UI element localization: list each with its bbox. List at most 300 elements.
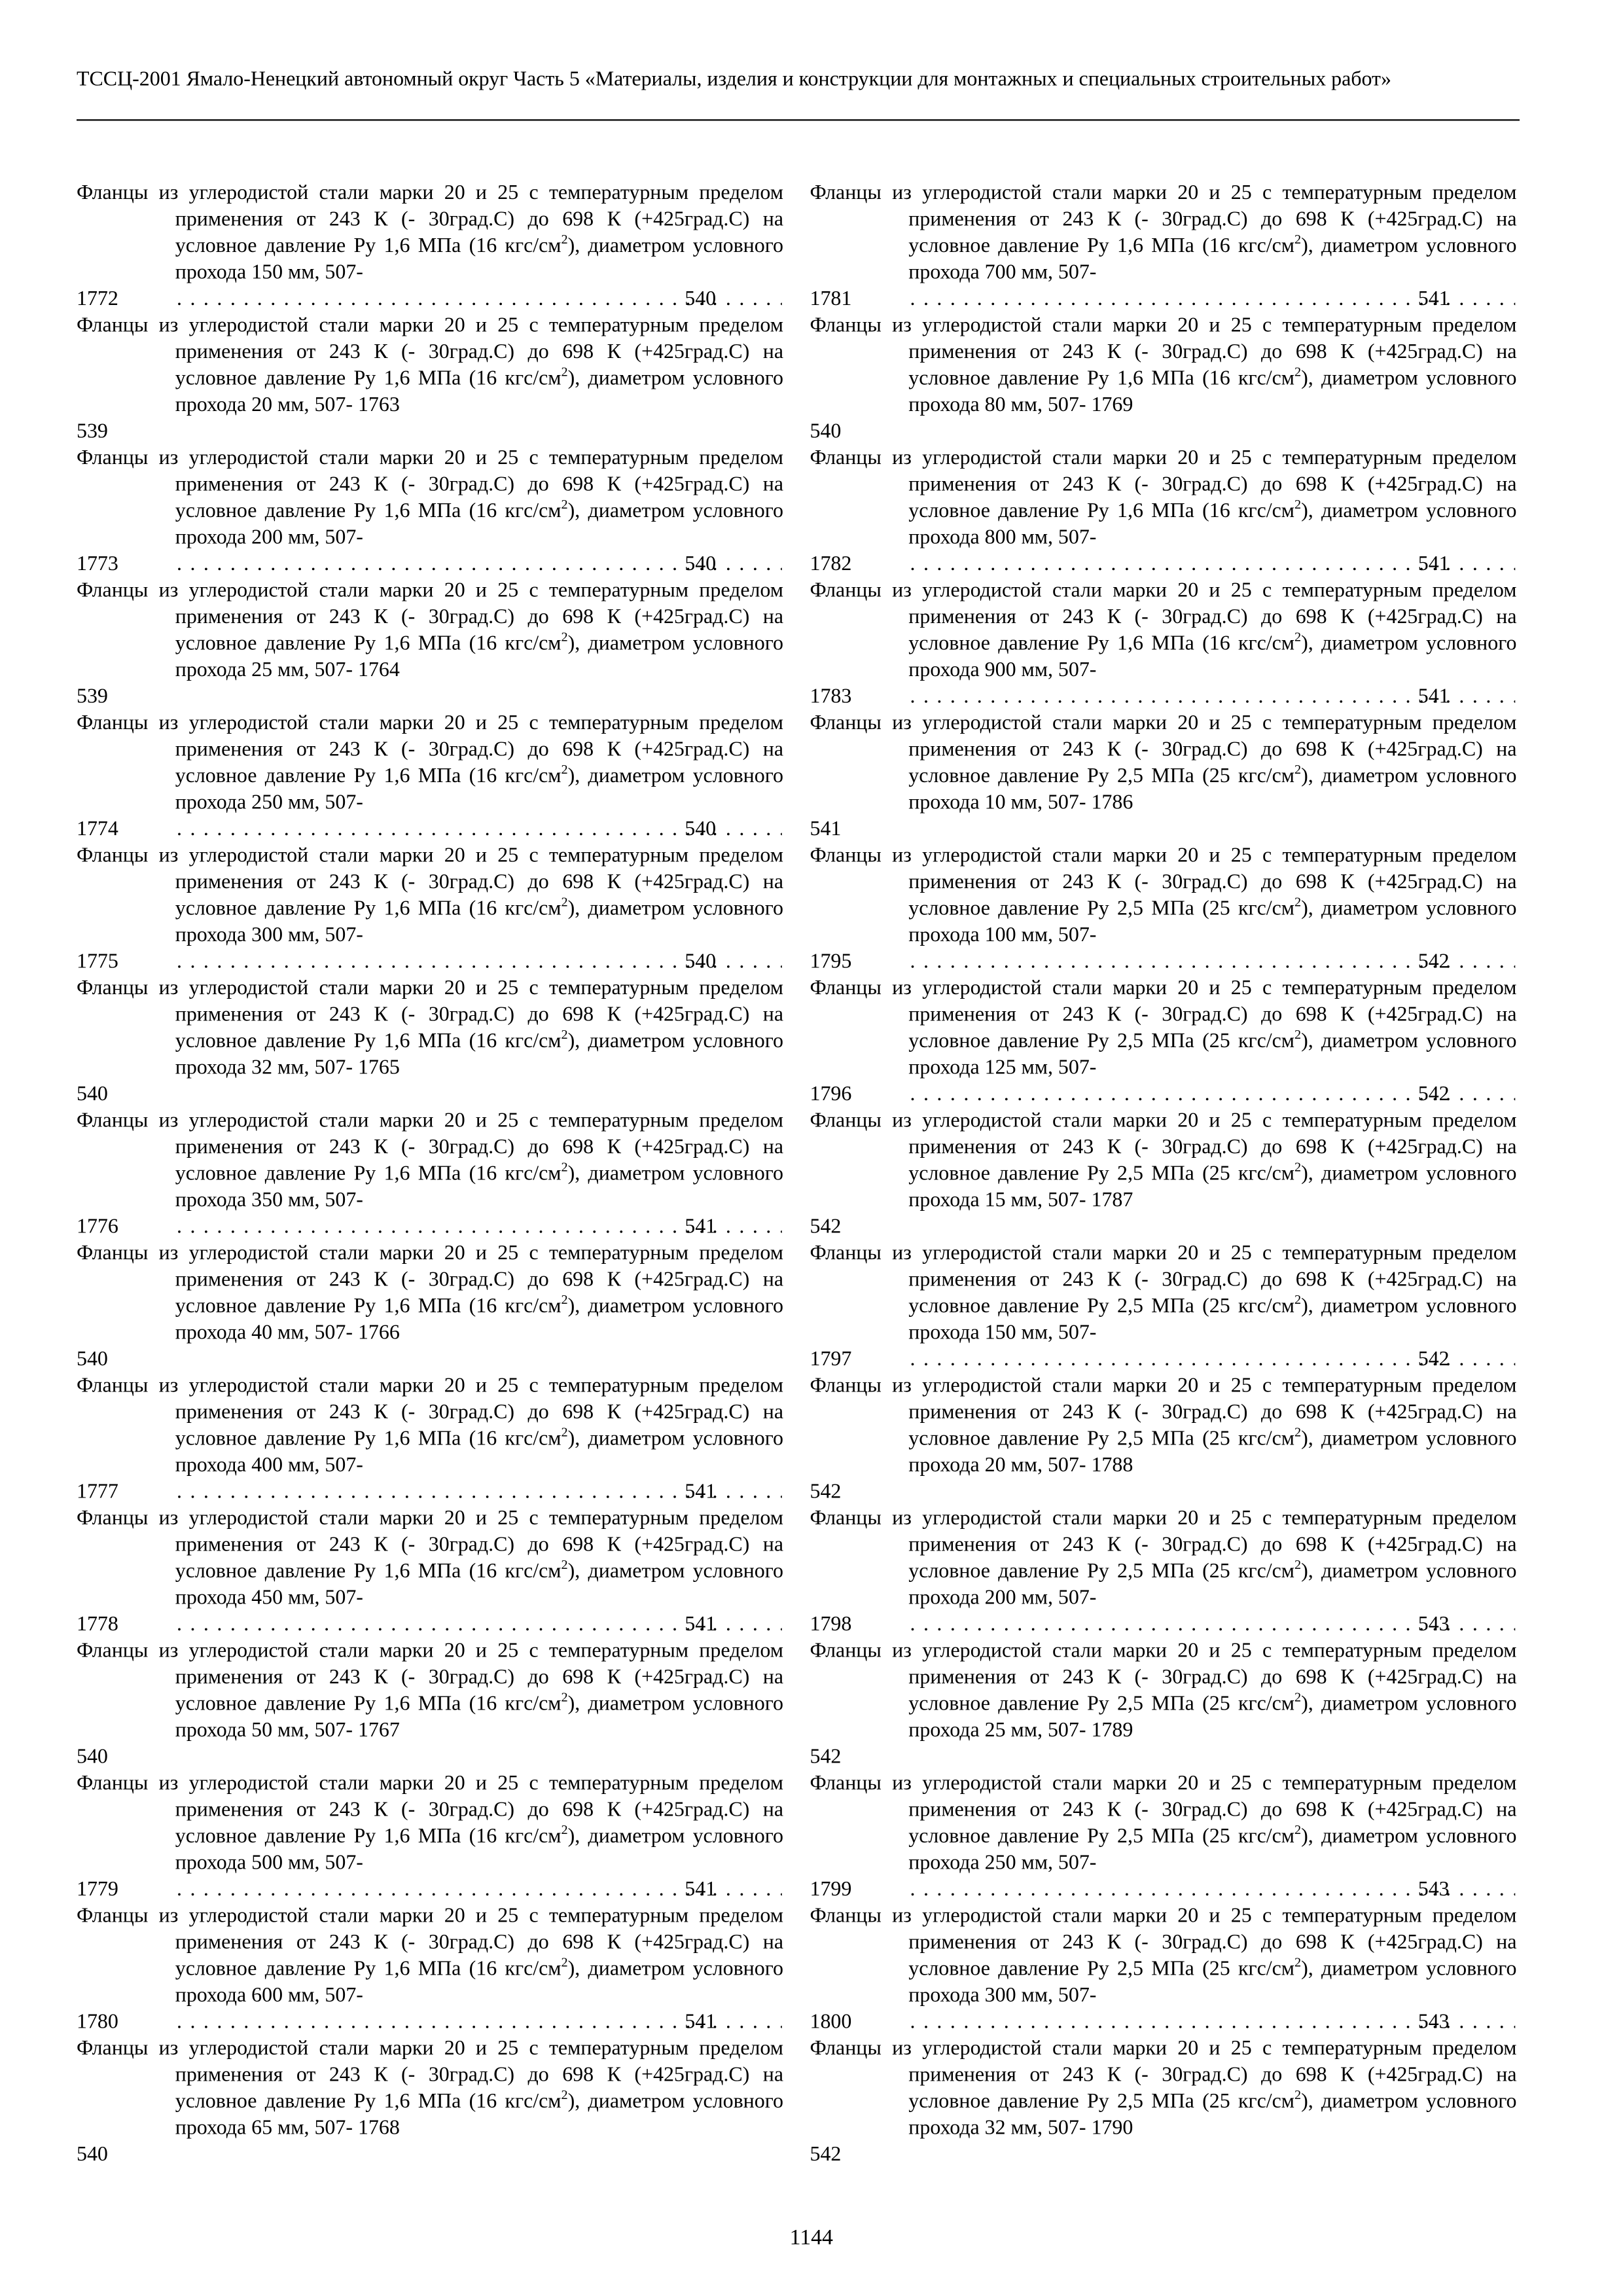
entry-kgf: 16 [476,764,497,788]
entry-text-intro: Фланцы из углеродистой стали марки 20 и 25 с температурным пределом применения от 243 К (- 30град.С) до 698 К (+425град.С) на условное давление Ру [77,976,783,1053]
entry-code: 507- [325,1453,363,1477]
entry-text-unit: кгс/см [497,499,562,523]
entry-kgf: 25 [1209,897,1230,921]
entry-pressure: 1,6 МПа [383,2089,461,2113]
entry-text-unit: кгс/см [1230,1559,1295,1583]
entry-text-unit: кгс/см [1230,1957,1295,1981]
entry-text-paren: ( [461,367,476,391]
entry-diameter: 250 мм [984,1851,1048,1875]
index-entry: Фланцы из углеродистой стали марки 20 и 25 с температурным пределом применения от 243 К (- 30град.С) до 698 К (+425град.С) на условное давление Ру 1,6 МПа (16 кгс/$см^2$), диаметром условного прохода 80 мм, 507- 1769 540 [810,312,1517,445]
entry-text-unit: кгс/см [1230,367,1295,391]
entry-unit-superscript: 2 [561,1291,568,1307]
entry-code: 507- [325,1851,363,1875]
entry-text-diameter-label: ), диаметром условного прохода [175,1294,783,1345]
entry-text-intro: Фланцы из углеродистой стали марки 20 и 25 с температурным пределом применения от 243 К (- 30град.С) до 698 К (+425град.С) на условное давление Ру [810,976,1517,1053]
entry-unit-superscript: 2 [561,761,568,777]
entry-text-intro: Фланцы из углеродистой стали марки 20 и 25 с температурным пределом применения от 243 К (- 30град.С) до 698 К (+425град.С) на условное давление Ру [810,1374,1517,1451]
entry-text-diameter-label: ), диаметром условного прохода [175,1427,783,1477]
entry-text-unit: кгс/см [1230,1162,1295,1186]
entry-reference-line: 1782 . . . 541 [908,551,1516,578]
entry-page-ref: 542 [810,1745,842,1769]
entry-diameter: 80 мм [984,393,1037,417]
index-entry: Фланцы из углеродистой стали марки 20 и 25 с температурным пределом применения от 243 К (- 30град.С) до 698 К (+425град.С) на условное давление Ру 2,5 МПа (25 кгс/$см^2$), диаметром условного прохода 200 мм, 507- 1798 . . . 543 [810,1505,1517,1638]
index-entry: Фланцы из углеродистой стали марки 20 и 25 с температурным пределом применения от 243 К (- 30град.С) до 698 К (+425град.С) на условное давление Ру 1,6 МПа (16 кгс/$см^2$), диаметром условного прохода 800 мм, 507- 1782 . . . 541 [810,445,1517,578]
entry-pressure: 1,6 МПа [383,499,461,523]
entry-page-ref: 540 [77,1082,108,1106]
entry-diameter: 15 мм [984,1188,1037,1212]
entry-code: 507- 1763 [314,393,400,417]
index-entry: Фланцы из углеродистой стали марки 20 и 25 с температурным пределом применения от 243 К (- 30град.С) до 698 К (+425град.С) на условное давление Ру 1,6 МПа (16 кгс/$см^2$), диаметром условного прохода 65 мм, 507- 1768 540 [77,2036,783,2168]
entry-code: 507- [1058,1056,1097,1080]
entry-text-unit: кгс/см [1230,234,1295,258]
entry-text-unit: кгс/см [497,1294,562,1318]
entry-reference-line: 1780 . . . 541 [175,2009,783,2036]
entry-text-paren: ( [461,2089,476,2113]
entry-unit-superscript: 2 [561,364,568,379]
entry-code: 507- [325,791,363,815]
entry-text-unit: кгс/см [497,1692,562,1716]
entry-kgf: 16 [476,234,497,258]
entry-unit-superscript: 2 [561,1159,568,1174]
entry-pressure: 1,6 МПа [1117,632,1194,656]
entry-text-diameter-label: ), диаметром условного прохода [908,1029,1517,1080]
entry-pressure: 1,6 МПа [383,234,461,258]
entry-unit-superscript: 2 [561,1424,568,1439]
entry-kgf: 16 [1209,367,1230,391]
index-entry: Фланцы из углеродистой стали марки 20 и 25 с температурным пределом применения от 243 К (- 30град.С) до 698 К (+425град.С) на условное давление Ру 1,6 МПа (16 кгс/$см^2$), диаметром условного прохода 250 мм, 507- 1774 . . . 540 [77,710,783,843]
entry-text-diameter-label: ), диаметром условного прохода [175,499,783,550]
entry-reference-line: 1774 . . . 540 [175,816,783,843]
entry-code: 507- [1058,1851,1097,1875]
entry-text-intro: Фланцы из углеродистой стали марки 20 и 25 с температурным пределом применения от 243 К (- 30град.С) до 698 К (+425град.С) на условное давление Ру [77,1771,783,1848]
entry-text-intro: Фланцы из углеродистой стали марки 20 и 25 с температурным пределом применения от 243 К (- 30град.С) до 698 К (+425град.С) на условное давление Ру [77,446,783,523]
entry-diameter: 350 мм [251,1188,315,1212]
entry-pressure: 2,5 МПа [1117,1824,1194,1848]
entry-reference-line: 1781 . . . 541 [908,286,1516,313]
entry-code: 507- 1767 [314,1718,400,1742]
entry-text-intro: Фланцы из углеродистой стали марки 20 и 25 с температурным пределом применения от 243 К (- 30град.С) до 698 К (+425град.С) на условное давление Ру [810,1771,1517,1848]
entry-text-diameter-label: ), диаметром условного прохода [175,897,783,947]
entry-code: 507- [325,923,363,947]
entry-code: 507- [325,1188,363,1212]
entry-diameter: 200 мм [251,526,315,550]
entry-pressure: 2,5 МПа [1117,1427,1194,1451]
entry-text-diameter-label: ), диаметром условного прохода [908,632,1517,682]
entry-pressure: 1,6 МПа [383,367,461,391]
entry-pressure: 2,5 МПа [1117,2089,1194,2113]
index-entry: Фланцы из углеродистой стали марки 20 и 25 с температурным пределом применения от 243 К (- 30град.С) до 698 К (+425град.С) на условное давление Ру 2,5 МПа (25 кгс/$см^2$), диаметром условного прохода 300 мм, 507- 1800 . . . 543 [810,1903,1517,2036]
entry-diameter: 100 мм [984,923,1048,947]
entry-code: 507- [325,260,363,285]
entry-reference-line: 1773 . . . 540 [175,551,783,578]
entry-pressure: 2,5 МПа [1117,1692,1194,1716]
entry-pressure: 1,6 МПа [383,632,461,656]
entry-text-diameter-label: ), диаметром условного прохода [175,1029,783,1080]
entry-unit-superscript: 2 [1294,1556,1302,1572]
index-entry: Фланцы из углеродистой стали марки 20 и 25 с температурным пределом применения от 243 К (- 30град.С) до 698 К (+425град.С) на условное давление Ру 1,6 МПа (16 кгс/$см^2$), диаметром условного прохода 20 мм, 507- 1763 539 [77,312,783,445]
entry-diameter: 20 мм [251,393,304,417]
entry-code: 507- 1788 [1047,1453,1133,1477]
entry-pressure: 2,5 МПа [1117,1294,1194,1318]
entry-text-intro: Фланцы из углеродистой стали марки 20 и 25 с температурным пределом применения от 243 К (- 30град.С) до 698 К (+425град.С) на условное давление Ру [810,579,1517,656]
entry-text-diameter-label: ), диаметром условного прохода [175,1162,783,1212]
entry-text-intro: Фланцы из углеродистой стали марки 20 и 25 с температурным пределом применения от 243 К (- 30град.С) до 698 К (+425град.С) на условное давление Ру [77,1241,783,1318]
entry-code: 507- [325,526,363,550]
index-entry: Фланцы из углеродистой стали марки 20 и 25 с температурным пределом применения от 243 К (- 30град.С) до 698 К (+425град.С) на условное давление Ру 1,6 МПа (16 кгс/$см^2$), диаметром условного прохода 500 мм, 507- 1779 . . . 541 [77,1770,783,1903]
entry-pressure: 1,6 МПа [383,764,461,788]
entry-code: 507- 1768 [314,2116,400,2140]
entry-kgf: 25 [1209,1957,1230,1981]
entry-text-paren: ( [1194,1957,1209,1981]
entry-text-paren: ( [461,764,476,788]
entry-diameter: 25 мм [251,658,304,682]
entry-kgf: 16 [476,897,497,921]
entry-text-intro: Фланцы из углеродистой стали марки 20 и 25 с температурным пределом применения от 243 К (- 30град.С) до 698 К (+425град.С) на условное давление Ру [77,711,783,788]
entry-text-paren: ( [461,632,476,656]
entry-text-diameter-label: ), диаметром условного прохода [175,1692,783,1742]
entry-kgf: 16 [476,1957,497,1981]
entry-pressure: 1,6 МПа [383,1692,461,1716]
index-entry: Фланцы из углеродистой стали марки 20 и 25 с температурным пределом применения от 243 К (- 30град.С) до 698 К (+425град.С) на условное давление Ру 1,6 МПа (16 кгс/$см^2$), диаметром условного прохода 400 мм, 507- 1777 . . . 541 [77,1372,783,1505]
entry-text-diameter-label: ), диаметром условного прохода [175,1824,783,1875]
index-entry: Фланцы из углеродистой стали марки 20 и 25 с температурным пределом применения от 243 К (- 30град.С) до 698 К (+425град.С) на условное давление Ру 1,6 МПа (16 кгс/$см^2$), диаметром условного прохода 600 мм, 507- 1780 . . . 541 [77,1903,783,2036]
entry-text-intro: Фланцы из углеродистой стали марки 20 и 25 с температурным пределом применения от 243 К (- 30град.С) до 698 К (+425град.С) на условное давление Ру [810,711,1517,788]
entry-text-diameter-label: ), диаметром условного прохода [908,897,1517,947]
entry-text-paren: ( [461,1029,476,1053]
entry-pressure: 2,5 МПа [1117,1162,1194,1186]
entry-text-diameter-label: ), диаметром условного прохода [175,234,783,285]
index-entry: Фланцы из углеродистой стали марки 20 и 25 с температурным пределом применения от 243 К (- 30град.С) до 698 К (+425град.С) на условное давление Ру 2,5 МПа (25 кгс/$см^2$), диаметром условного прохода 25 мм, 507- 1789 542 [810,1638,1517,1770]
entry-diameter: 700 мм [984,260,1048,285]
entry-text-paren: ( [461,1294,476,1318]
entry-diameter: 50 мм [251,1718,304,1742]
entry-diameter: 500 мм [251,1851,315,1875]
entry-diameter: 150 мм [251,260,315,285]
entry-text-unit: кгс/см [1230,1824,1295,1848]
entry-unit-superscript: 2 [1294,629,1302,644]
entry-text-unit: кгс/см [497,764,562,788]
entry-kgf: 16 [476,632,497,656]
index-entry: Фланцы из углеродистой стали марки 20 и 25 с температурным пределом применения от 243 К (- 30град.С) до 698 К (+425град.С) на условное давление Ру 2,5 МПа (25 кгс/$см^2$), диаметром условного прохода 125 мм, 507- 1796 . . . 542 [810,975,1517,1108]
entry-reference-line: 1775 . . . 540 [175,948,783,975]
entry-text-unit: кгс/см [497,367,562,391]
entry-reference-line: 1776 . . . 541 [175,1213,783,1240]
entry-text-paren: ( [1194,1559,1209,1583]
entry-text-intro: Фланцы из углеродистой стали марки 20 и 25 с температурным пределом применения от 243 К (- 30град.С) до 698 К (+425град.С) на условное давление Ру [810,1241,1517,1318]
entry-text-intro: Фланцы из углеродистой стали марки 20 и 25 с температурным пределом применения от 243 К (- 30град.С) до 698 К (+425град.С) на условное давление Ру [810,1639,1517,1716]
index-entry: Фланцы из углеродистой стали марки 20 и 25 с температурным пределом применения от 243 К (- 30град.С) до 698 К (+425град.С) на условное давление Ру 2,5 МПа (25 кгс/$см^2$), диаметром условного прохода 150 мм, 507- 1797 . . . 542 [810,1240,1517,1373]
entry-code: 507- [1058,260,1097,285]
entry-diameter: 800 мм [984,526,1048,550]
entry-pressure: 2,5 МПа [1117,1029,1194,1053]
index-entry: Фланцы из углеродистой стали марки 20 и 25 с температурным пределом применения от 243 К (- 30град.С) до 698 К (+425град.С) на условное давление Ру 1,6 МПа (16 кгс/$см^2$), диаметром условного прохода 40 мм, 507- 1766 540 [77,1240,783,1373]
entry-diameter: 250 мм [251,791,315,815]
entry-text-diameter-label: ), диаметром условного прохода [908,764,1517,815]
entry-diameter: 900 мм [984,658,1048,682]
entry-pressure: 1,6 МПа [383,1029,461,1053]
entry-pressure: 1,6 МПа [383,1162,461,1186]
entry-diameter: 10 мм [984,791,1037,815]
entry-reference-line: 1799 . . . 543 [908,1876,1516,1903]
entry-diameter: 400 мм [251,1453,315,1477]
entry-page-ref: 540 [77,1347,108,1371]
entry-text-paren: ( [461,1824,476,1848]
entry-page-ref: 539 [77,685,108,709]
entry-code: 507- [1058,1321,1097,1345]
entry-code: 507- [1058,526,1097,550]
entry-code: 507- 1769 [1047,393,1133,417]
entry-pressure: 1,6 МПа [383,1427,461,1451]
entry-text-unit: кгс/см [497,632,562,656]
entry-pressure: 1,6 МПа [383,1957,461,1981]
index-entry: Фланцы из углеродистой стали марки 20 и 25 с температурным пределом применения от 243 К (- 30град.С) до 698 К (+425град.С) на условное давление Ру 2,5 МПа (25 кгс/$см^2$), диаметром условного прохода 10 мм, 507- 1786 541 [810,710,1517,843]
entry-text-unit: кгс/см [497,1559,562,1583]
entry-kgf: 16 [476,1162,497,1186]
entry-text-paren: ( [1194,1162,1209,1186]
index-entry: Фланцы из углеродистой стали марки 20 и 25 с температурным пределом применения от 243 К (- 30град.С) до 698 К (+425град.С) на условное давление Ру 2,5 МПа (25 кгс/$см^2$), диаметром условного прохода 20 мм, 507- 1788 542 [810,1372,1517,1505]
entry-text-diameter-label: ), диаметром условного прохода [908,1294,1517,1345]
entry-text-diameter-label: ), диаметром условного прохода [908,499,1517,550]
entry-page-ref: 542 [810,2142,842,2166]
entry-text-intro: Фланцы из углеродистой стали марки 20 и 25 с температурным пределом применения от 243 К (- 30град.С) до 698 К (+425град.С) на условное давление Ру [77,1374,783,1451]
entry-page-ref: 540 [77,1745,108,1769]
entry-code: 507- [1058,923,1097,947]
entry-pressure: 1,6 МПа [383,1294,461,1318]
entry-kgf: 16 [476,367,497,391]
entry-kgf: 16 [476,499,497,523]
entry-text-unit: кгс/см [1230,1692,1295,1716]
entry-unit-superscript: 2 [561,496,568,512]
entry-reference-line: 1796 . . . 542 [908,1081,1516,1108]
entry-unit-superscript: 2 [1294,1026,1302,1042]
entry-pressure: 2,5 МПа [1117,897,1194,921]
entry-pressure: 1,6 МПа [1117,234,1194,258]
entry-text-unit: кгс/см [1230,632,1295,656]
entry-reference-line: 1797 . . . 542 [908,1346,1516,1373]
entry-text-intro: Фланцы из углеродистой стали марки 20 и 25 с температурным пределом применения от 243 К (- 30град.С) до 698 К (+425град.С) на условное давление Ру [77,1904,783,1981]
index-entry: Фланцы из углеродистой стали марки 20 и 25 с температурным пределом применения от 243 К (- 30град.С) до 698 К (+425град.С) на условное давление Ру 1,6 МПа (16 кгс/$см^2$), диаметром условного прохода 32 мм, 507- 1765 540 [77,975,783,1108]
entry-kgf: 16 [476,1427,497,1451]
entry-pressure: 1,6 МПа [383,897,461,921]
index-column-left [77,180,783,2168]
entry-text-diameter-label: ), диаметром условного прохода [908,1559,1517,1610]
entry-unit-superscript: 2 [561,1821,568,1837]
entry-code: 507- 1765 [314,1056,400,1080]
entry-text-intro: Фланцы из углеродистой стали марки 20 и 25 с температурным пределом применения от 243 К (- 30град.С) до 698 К (+425град.С) на условное давление Ру [77,844,783,921]
entry-text-paren: ( [461,1162,476,1186]
running-header: ТССЦ-2001 Ямало-Ненецкий автономный округ Часть 5 «Материалы, изделия и конструкции для монтажных и специальных строительных работ» [77,67,1391,92]
entry-unit-superscript: 2 [561,894,568,909]
entry-code: 507- 1790 [1047,2116,1133,2140]
entry-kgf: 16 [476,1824,497,1848]
entry-diameter: 25 мм [984,1718,1037,1742]
entry-code: 507- 1789 [1047,1718,1133,1742]
entry-kgf: 16 [476,1029,497,1053]
entry-text-paren: ( [461,1957,476,1981]
entry-text-paren: ( [1194,1692,1209,1716]
entry-pressure: 1,6 МПа [1117,499,1194,523]
entry-diameter: 450 мм [251,1586,315,1610]
entry-unit-superscript: 2 [1294,496,1302,512]
entry-kgf: 25 [1209,1692,1230,1716]
entry-text-paren: ( [461,234,476,258]
entry-reference-line: 1795 . . . 542 [908,948,1516,975]
index-entry: Фланцы из углеродистой стали марки 20 и 25 с температурным пределом применения от 243 К (- 30град.С) до 698 К (+425град.С) на условное давление Ру 1,6 МПа (16 кгс/$см^2$), диаметром условного прохода 450 мм, 507- 1778 . . . 541 [77,1505,783,1638]
entry-text-unit: кгс/см [497,1029,562,1053]
entry-unit-superscript: 2 [1294,894,1302,909]
entry-code: 507- [1058,658,1097,682]
entry-kgf: 16 [476,1559,497,1583]
entry-text-diameter-label: ), диаметром условного прохода [175,764,783,815]
entry-kgf: 16 [476,1692,497,1716]
index-entry: Фланцы из углеродистой стали марки 20 и 25 с температурным пределом применения от 243 К (- 30град.С) до 698 К (+425град.С) на условное давление Ру 1,6 МПа (16 кгс/$см^2$), диаметром условного прохода 350 мм, 507- 1776 . . . 541 [77,1107,783,1240]
entry-text-unit: кгс/см [497,1957,562,1981]
entry-diameter: 300 мм [251,923,315,947]
entry-text-diameter-label: ), диаметром условного прохода [175,367,783,417]
entry-text-unit: кгс/см [497,1824,562,1848]
entry-code: 507- 1787 [1047,1188,1133,1212]
entry-kgf: 16 [476,2089,497,2113]
entry-reference-line: 1798 . . . 543 [908,1611,1516,1638]
entry-code: 507- [325,1983,363,2007]
entry-text-paren: ( [1194,2089,1209,2113]
entry-code: 507- [1058,1983,1097,2007]
entry-unit-superscript: 2 [561,1954,568,1969]
entry-reference-line: 1800 . . . 543 [908,2009,1516,2036]
entry-text-paren: ( [1194,632,1209,656]
entry-code: 507- 1766 [314,1321,400,1345]
entry-unit-superscript: 2 [1294,1954,1302,1969]
entry-kgf: 16 [1209,499,1230,523]
entry-kgf: 25 [1209,1162,1230,1186]
entry-text-diameter-label: ), диаметром условного прохода [175,632,783,682]
entry-text-diameter-label: ), диаметром условного прохода [908,1162,1517,1212]
entry-page-ref: 539 [77,420,108,444]
entry-pressure: 1,6 МПа [1117,367,1194,391]
entry-text-unit: кгс/см [497,2089,562,2113]
entry-text-diameter-label: ), диаметром условного прохода [908,1427,1517,1477]
entry-pressure: 2,5 МПа [1117,1559,1194,1583]
index-entry: Фланцы из углеродистой стали марки 20 и 25 с температурным пределом применения от 243 К (- 30град.С) до 698 К (+425град.С) на условное давление Ру 1,6 МПа (16 кгс/$см^2$), диаметром условного прохода 25 мм, 507- 1764 539 [77,577,783,710]
entry-text-unit: кгс/см [1230,764,1295,788]
entry-text-intro: Фланцы из углеродистой стали марки 20 и 25 с температурным пределом применения от 243 К (- 30град.С) до 698 К (+425град.С) на условное давление Ру [77,314,783,391]
entry-unit-superscript: 2 [1294,364,1302,379]
index-entry: Фланцы из углеродистой стали марки 20 и 25 с температурным пределом применения от 243 К (- 30град.С) до 698 К (+425град.С) на условное давление Ру 1,6 МПа (16 кгс/$см^2$), диаметром условного прохода 900 мм, 507- 1783 . . . 541 [810,577,1517,710]
entry-reference-line: 1777 . . . 541 [175,1479,783,1505]
entry-page-ref: 540 [810,420,842,444]
entry-text-paren: ( [1194,234,1209,258]
entry-text-unit: кгс/см [1230,2089,1295,2113]
entry-text-paren: ( [1194,897,1209,921]
entry-kgf: 25 [1209,1427,1230,1451]
entry-text-diameter-label: ), диаметром условного прохода [175,1559,783,1610]
entry-diameter: 40 мм [251,1321,304,1345]
entry-text-intro: Фланцы из углеродистой стали марки 20 и 25 с температурным пределом применения от 243 К (- 30град.С) до 698 К (+425град.С) на условное давление Ру [810,1506,1517,1583]
entry-text-diameter-label: ), диаметром условного прохода [908,234,1517,285]
entry-page-ref: 540 [77,2142,108,2166]
entry-kgf: 25 [1209,1559,1230,1583]
entry-text-unit: кгс/см [1230,897,1295,921]
entry-pressure: 2,5 МПа [1117,764,1194,788]
entry-text-diameter-label: ), диаметром условного прохода [175,1957,783,2007]
entry-kgf: 25 [1209,1294,1230,1318]
index-entry: Фланцы из углеродистой стали марки 20 и 25 с температурным пределом применения от 243 К (- 30град.С) до 698 К (+425град.С) на условное давление Ру 1,6 МПа (16 кгс/$см^2$), диаметром условного прохода 50 мм, 507- 1767 540 [77,1638,783,1770]
entry-code: 507- 1764 [314,658,400,682]
entry-unit-superscript: 2 [1294,1689,1302,1704]
entry-diameter: 300 мм [984,1983,1048,2007]
entry-text-paren: ( [1194,1824,1209,1848]
entry-text-intro: Фланцы из углеродистой стали марки 20 и 25 с температурным пределом применения от 243 К (- 30град.С) до 698 К (+425град.С) на условное давление Ру [810,314,1517,391]
entry-page-ref: 541 [810,817,842,841]
entry-diameter: 20 мм [984,1453,1037,1477]
entry-text-intro: Фланцы из углеродистой стали марки 20 и 25 с температурным пределом применения от 243 К (- 30град.С) до 698 К (+425град.С) на условное давление Ру [810,2036,1517,2113]
entry-unit-superscript: 2 [561,1556,568,1572]
entry-text-unit: кгс/см [497,1427,562,1451]
entry-text-intro: Фланцы из углеродистой стали марки 20 и 25 с температурным пределом применения от 243 К (- 30град.С) до 698 К (+425град.С) на условное давление Ру [810,1109,1517,1186]
index-entry: Фланцы из углеродистой стали марки 20 и 25 с температурным пределом применения от 243 К (- 30град.С) до 698 К (+425град.С) на условное давление Ру 1,6 МПа (16 кгс/$см^2$), диаметром условного прохода 700 мм, 507- 1781 . . . 541 [810,180,1517,313]
entry-text-unit: кгс/см [1230,1029,1295,1053]
page-number: 1144 [789,2227,833,2250]
entry-text-paren: ( [461,897,476,921]
entry-text-intro: Фланцы из углеродистой стали марки 20 и 25 с температурным пределом применения от 243 К (- 30град.С) до 698 К (+425град.С) на условное давление Ру [77,1506,783,1583]
entry-kgf: 16 [1209,234,1230,258]
entry-text-paren: ( [1194,1029,1209,1053]
entry-text-paren: ( [461,1427,476,1451]
entry-text-diameter-label: ), диаметром условного прохода [908,1824,1517,1875]
entry-kgf: 25 [1209,2089,1230,2113]
entry-kgf: 25 [1209,1824,1230,1848]
entry-pressure: 1,6 МПа [383,1824,461,1848]
index-entry: Фланцы из углеродистой стали марки 20 и 25 с температурным пределом применения от 243 К (- 30град.С) до 698 К (+425град.С) на условное давление Ру 1,6 МПа (16 кгс/$см^2$), диаметром условного прохода 300 мм, 507- 1775 . . . 540 [77,842,783,975]
entry-unit-superscript: 2 [1294,1291,1302,1307]
index-entry: Фланцы из углеродистой стали марки 20 и 25 с температурным пределом применения от 243 К (- 30град.С) до 698 К (+425град.С) на условное давление Ру 1,6 МПа (16 кгс/$см^2$), диаметром условного прохода 200 мм, 507- 1773 . . . 540 [77,445,783,578]
entry-reference-line: 1772 . . . 540 [175,286,783,313]
entry-reference-line: 1779 . . . 541 [175,1876,783,1903]
entry-text-paren: ( [461,1559,476,1583]
entry-text-paren: ( [1194,1427,1209,1451]
entry-pressure: 1,6 МПа [383,1559,461,1583]
entry-kgf: 16 [1209,632,1230,656]
entry-text-diameter-label: ), диаметром условного прохода [908,1692,1517,1742]
header-divider [77,119,1520,120]
entry-unit-superscript: 2 [561,629,568,644]
entry-text-intro: Фланцы из углеродистой стали марки 20 и 25 с температурным пределом применения от 243 К (- 30град.С) до 698 К (+425град.С) на условное давление Ру [77,1639,783,1716]
entry-text-unit: кгс/см [1230,499,1295,523]
entry-text-unit: кгс/см [497,234,562,258]
entry-text-unit: кгс/см [1230,1427,1295,1451]
entry-text-intro: Фланцы из углеродистой стали марки 20 и 25 с температурным пределом применения от 243 К (- 30град.С) до 698 К (+425град.С) на условное давление Ру [810,181,1517,258]
entry-text-paren: ( [461,1692,476,1716]
entry-code: 507- [325,1586,363,1610]
entry-diameter: 32 мм [251,1056,304,1080]
entry-reference-line: 1783 . . . 541 [908,683,1516,710]
index-entry: Фланцы из углеродистой стали марки 20 и 25 с температурным пределом применения от 243 К (- 30град.С) до 698 К (+425град.С) на условное давление Ру 2,5 МПа (25 кгс/$см^2$), диаметром условного прохода 250 мм, 507- 1799 . . . 543 [810,1770,1517,1903]
entry-text-paren: ( [1194,1294,1209,1318]
entry-page-ref: 542 [810,1215,842,1239]
entry-unit-superscript: 2 [1294,761,1302,777]
entry-unit-superscript: 2 [1294,1821,1302,1837]
index-entry: Фланцы из углеродистой стали марки 20 и 25 с температурным пределом применения от 243 К (- 30град.С) до 698 К (+425град.С) на условное давление Ру 1,6 МПа (16 кгс/$см^2$), диаметром условного прохода 150 мм, 507- 1772 . . . 540 [77,180,783,313]
entry-unit-superscript: 2 [561,231,568,247]
entry-text-intro: Фланцы из углеродистой стали марки 20 и 25 с температурным пределом применения от 243 К (- 30град.С) до 698 К (+425град.С) на условное давление Ру [77,181,783,258]
entry-diameter: 200 мм [984,1586,1048,1610]
entry-text-intro: Фланцы из углеродистой стали марки 20 и 25 с температурным пределом применения от 243 К (- 30град.С) до 698 К (+425град.С) на условное давление Ру [77,2036,783,2113]
entry-kgf: 25 [1209,1029,1230,1053]
entry-unit-superscript: 2 [561,1689,568,1704]
entry-kgf: 25 [1209,764,1230,788]
entry-unit-superscript: 2 [561,1026,568,1042]
index-column-right [810,180,1517,2168]
